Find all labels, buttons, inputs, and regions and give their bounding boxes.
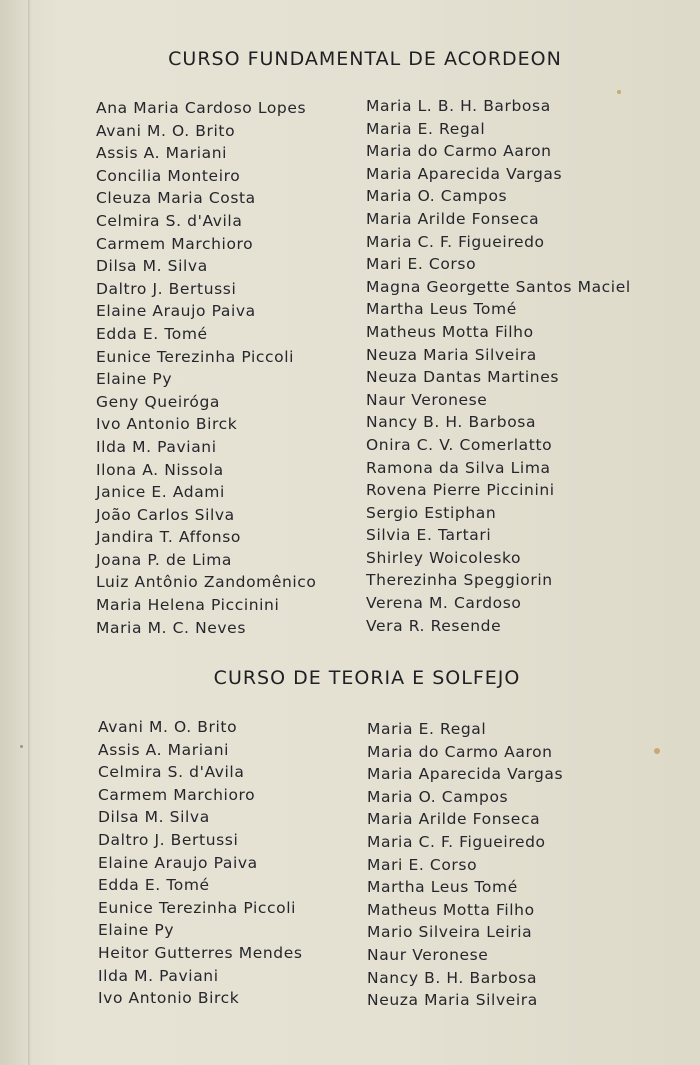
paper-speck: [617, 90, 621, 94]
name-entry: Ivo Antonio Birck: [96, 415, 238, 434]
name-entry: Maria E. Regal: [366, 119, 486, 138]
name-entry: Cleuza Maria Costa: [96, 189, 256, 208]
name-entry: Dilsa M. Silva: [96, 257, 208, 276]
name-entry: Neuza Maria Silveira: [367, 991, 538, 1010]
name-entry: Joana P. de Lima: [96, 550, 233, 569]
name-entry: Ilda M. Paviani: [96, 437, 217, 456]
name-entry: Maria do Carmo Aaron: [367, 742, 553, 761]
name-entry: Maria C. F. Figueiredo: [367, 832, 546, 851]
name-entry: Maria C. F. Figueiredo: [366, 232, 545, 251]
section-title-fundamental-course: CURSO FUNDAMENTAL DE ACORDEON: [168, 48, 562, 70]
name-entry: Naur Veronese: [366, 390, 488, 409]
name-entry: Nancy B. H. Barbosa: [366, 413, 537, 432]
name-entry: Neuza Dantas Martines: [366, 368, 560, 387]
name-entry: Martha Leus Tomé: [367, 878, 518, 897]
name-entry: Nancy B. H. Barbosa: [367, 968, 538, 987]
name-entry: Maria Arilde Fonseca: [367, 810, 541, 829]
name-entry: Carmem Marchioro: [96, 234, 254, 253]
name-entry: Eunice Terezinha Piccoli: [96, 347, 295, 366]
theory-course-names-left: [98, 716, 303, 1010]
name-entry: Matheus Motta Filho: [367, 900, 535, 919]
name-entry: Assis A. Mariani: [96, 144, 228, 163]
name-entry: Geny Queiróga: [96, 392, 220, 411]
fundamental-course-names-left: [96, 97, 317, 639]
name-entry: Maria L. B. H. Barbosa: [366, 97, 551, 115]
name-entry: Edda E. Tomé: [96, 324, 208, 343]
name-entry: Elaine Araujo Paiva: [96, 302, 256, 321]
name-entry: Mari E. Corso: [366, 255, 477, 274]
name-entry: Eunice Terezinha Piccoli: [98, 898, 297, 917]
name-entry: Sergio Estiphan: [366, 503, 497, 522]
name-entry: Maria Aparecida Vargas: [366, 164, 563, 183]
name-entry: Carmem Marchioro: [98, 785, 256, 804]
name-entry: Dilsa M. Silva: [98, 808, 210, 827]
name-entry: Heitor Gutterres Mendes: [98, 943, 303, 962]
name-entry: Mario Silveira Leiria: [367, 923, 533, 942]
name-entry: Martha Leus Tomé: [366, 300, 517, 319]
name-entry: Magna Georgette Santos Maciel: [366, 277, 631, 296]
name-entry: Avani M. O. Brito: [96, 121, 236, 140]
name-entry: Maria do Carmo Aaron: [366, 142, 552, 161]
name-entry: Avani M. O. Brito: [98, 718, 238, 736]
name-entry: Matheus Motta Filho: [366, 322, 534, 341]
name-entry: Onira C. V. Comerlatto: [366, 435, 553, 454]
name-entry: Maria O. Campos: [367, 787, 509, 806]
name-entry: Luiz Antônio Zandomênico: [96, 573, 317, 592]
name-entry: Silvia E. Tartari: [366, 526, 492, 545]
name-entry: Naur Veronese: [367, 945, 489, 964]
name-entry: Elaine Py: [98, 921, 175, 940]
name-entry: Ramona da Silva Lima: [366, 458, 551, 477]
name-entry: Celmira S. d'Avila: [98, 763, 245, 782]
name-entry: Vera R. Resende: [366, 616, 502, 635]
name-entry: Celmira S. d'Avila: [96, 211, 243, 230]
paper-speck: [654, 748, 660, 754]
name-entry: Maria Aparecida Vargas: [367, 765, 564, 784]
name-entry: Maria O. Campos: [366, 187, 508, 206]
section-title-theory-course: CURSO DE TEORIA E SOLFEJO: [213, 667, 521, 689]
name-entry: Daltro J. Bertussi: [96, 279, 237, 298]
name-entry: João Carlos Silva: [96, 505, 235, 524]
name-entry: Assis A. Mariani: [98, 740, 230, 759]
name-entry: Verena M. Cardoso: [366, 594, 522, 613]
name-entry: Ilona A. Nissola: [96, 460, 224, 479]
name-entry: Rovena Pierre Piccinini: [366, 481, 555, 500]
theory-course-names-right: [367, 718, 563, 1012]
name-entry: Jandira T. Affonso: [96, 528, 241, 547]
name-entry: Daltro J. Bertussi: [98, 830, 239, 849]
name-entry: Maria M. C. Neves: [96, 618, 246, 637]
fundamental-course-names-right: [366, 95, 631, 637]
name-entry: Elaine Araujo Paiva: [98, 853, 258, 872]
page-fold-shadow: [28, 0, 31, 1065]
name-entry: Edda E. Tomé: [98, 876, 210, 895]
name-entry: Mari E. Corso: [367, 855, 478, 874]
name-entry: Maria Arilde Fonseca: [366, 209, 540, 228]
name-entry: Ilda M. Paviani: [98, 966, 219, 985]
name-entry: Shirley Woicolesko: [366, 548, 522, 567]
name-entry: Maria E. Regal: [367, 720, 487, 738]
name-entry: Janice E. Adami: [96, 483, 225, 502]
name-entry: Neuza Maria Silveira: [366, 345, 537, 364]
name-entry: Therezinha Speggiorin: [366, 571, 553, 590]
name-entry: Concilia Monteiro: [96, 166, 241, 185]
name-entry: Maria Helena Piccinini: [96, 596, 280, 615]
name-entry: Ivo Antonio Birck: [98, 989, 240, 1008]
name-entry: Ana Maria Cardoso Lopes: [96, 99, 307, 117]
name-entry: Elaine Py: [96, 370, 173, 389]
paper-speck: [20, 745, 23, 748]
